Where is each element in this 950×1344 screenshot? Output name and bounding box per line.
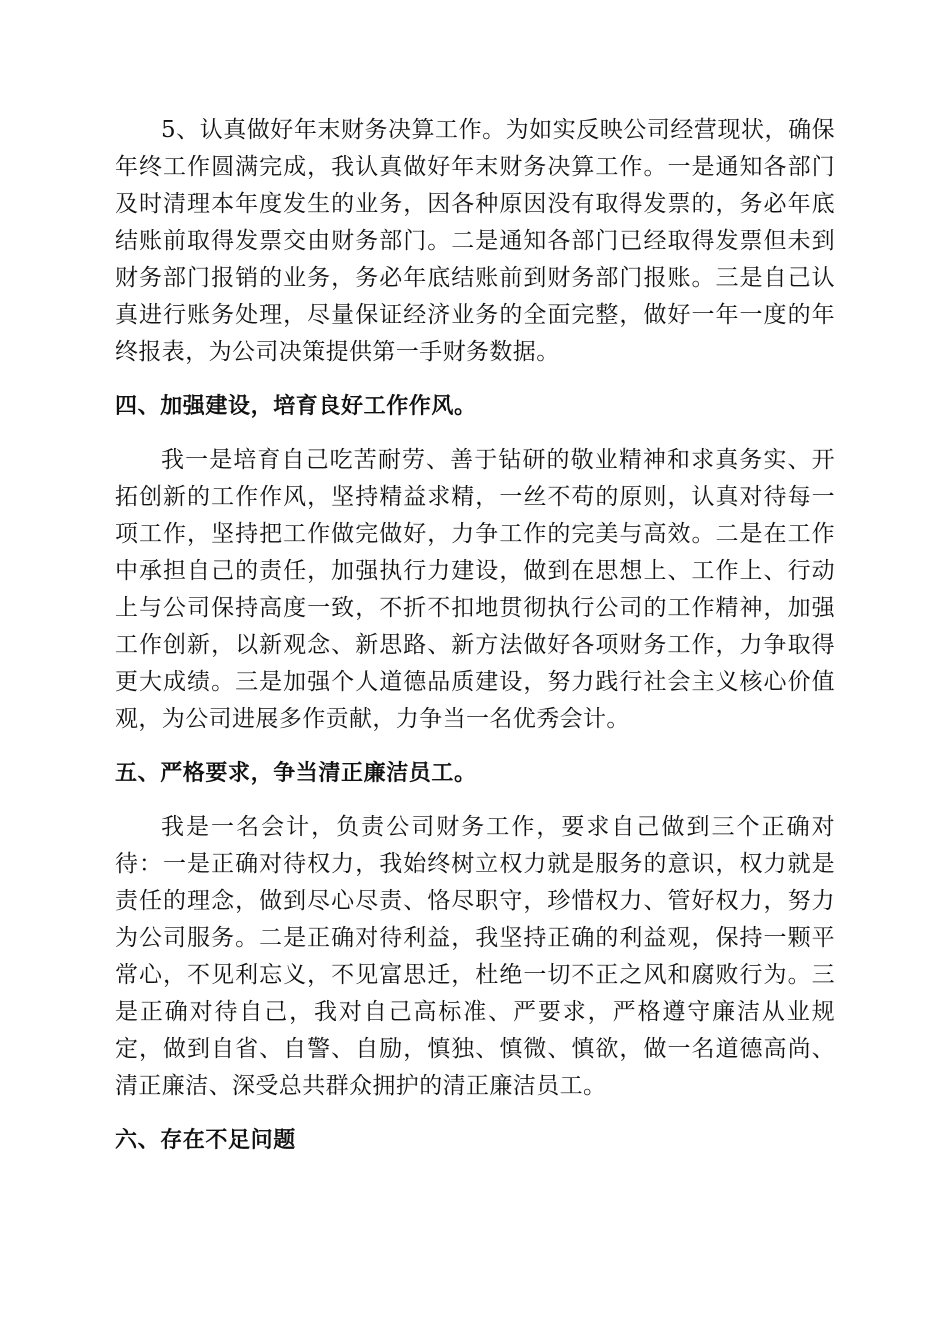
section-heading-6: 六、存在不足问题 (115, 1128, 296, 1153)
paragraph-work-style: 我一是培育自己吃苦耐劳、善于钻研的敬业精神和求真务实、开拓创新的工作作风，坚持精益求精，一丝不苟的原则，认真对待每一项工作，坚持把工作做完做好，力争工作的完美与高效。二是在工作中承担自己的责任，加强执行力建设，做到在思想上、工作上、行动上与公司保持高度一致，不折不扣地贯彻执行公司的工作精神，加强工作创新，以新观念、新思路、新方法做好各项财务工作，力争取得更大成绩。三是加强个人道德品质建设，努力践行社会主义核心价值观，为公司进展多作贡献，力争当一名优秀会计。 (115, 447, 835, 732)
section-heading-4: 四、加强建设，培育良好工作作风。 (115, 394, 477, 419)
paragraph-year-end-accounts: 5、认真做好年末财务决算工作。为如实反映公司经营现状，确保年终工作圆满完成，我认真做好年末财务决算工作。一是通知各部门及时清理本年度发生的业务，因各种原因没有取得发票的，务必年底结账前取得发票交由财务部门。二是通知各部门已经取得发票但未到财务部门报销的业务，务必年底结账前到财务部门报账。三是自己认真进行账务处理，尽量保证经济业务的全面完整，做好一年一度的年终报表，为公司决策提供第一手财务数据。 (115, 117, 835, 365)
paragraph-integrity: 我是一名会计，负责公司财务工作，要求自己做到三个正确对待：一是正确对待权力，我始终树立权力就是服务的意识，权力就是责任的理念，做到尽心尽责、恪尽职守，珍惜权力、管好权力，努力为公司服务。二是正确对待利益，我坚持正确的利益观，保持一颗平常心，不见利忘义，不见富思迁，杜绝一切不正之风和腐败行为。三是正确对待自己，我对自己高标准、严要求，严格遵守廉洁从业规定，做到自省、自警、自励，慎独、慎微、慎欲，做一名道德高尚、清正廉洁、深受总共群众拥护的清正廉洁员工。 (115, 814, 835, 1099)
document-body (115, 112, 835, 1159)
section-heading-5: 五、严格要求，争当清正廉洁员工。 (115, 761, 477, 786)
